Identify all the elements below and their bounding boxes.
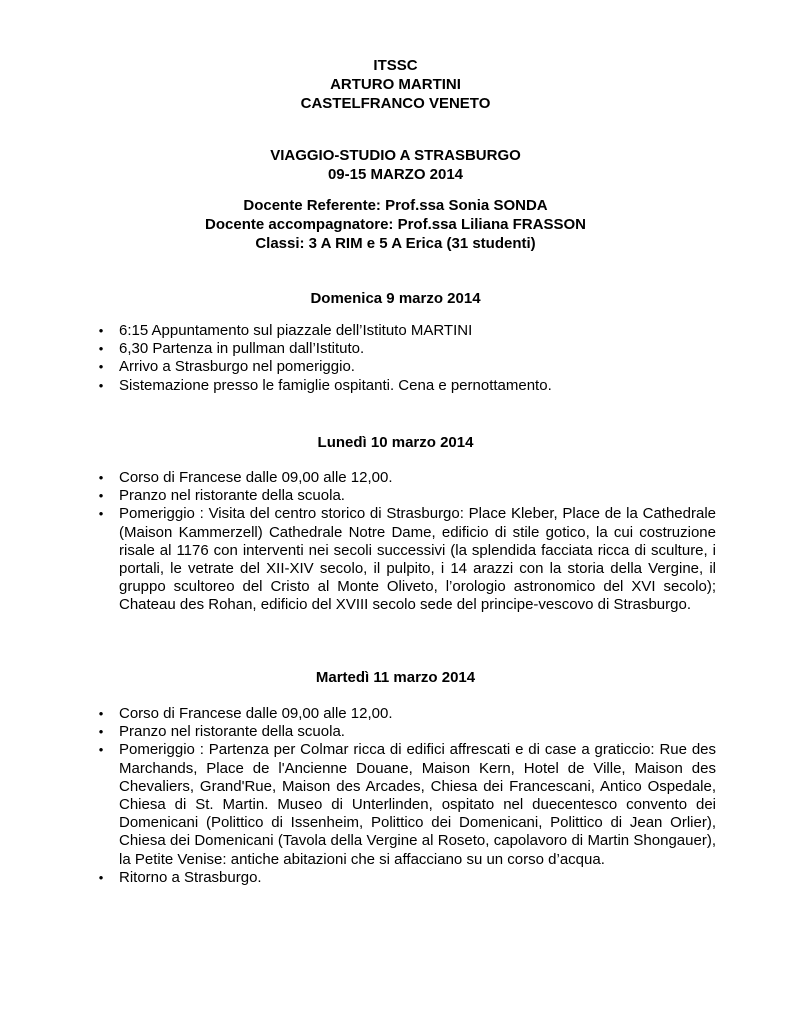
trip-title-block (0, 146, 791, 184)
bullet-icon: • (98, 506, 104, 522)
bullet-icon: • (98, 869, 104, 885)
list-item: • 6,30 Partenza in pullman dall’Istituto. (96, 340, 716, 358)
list-item: • 6:15 Appuntamento sul piazzale dell’Istituto MARTINI (96, 322, 716, 340)
school-line-1: ITSSC (373, 57, 418, 74)
school-line-3: CASTELFRANCO VENETO (300, 95, 491, 112)
bullet-icon: • (98, 323, 104, 338)
trip-dates: 09-15 MARZO 2014 (327, 166, 464, 183)
list-item: • Sistemazione presso le famiglie ospitanti. Cena e pernottamento. (96, 377, 716, 395)
bullet-icon: • (98, 377, 104, 393)
list-item: • Pomeriggio : Partenza per Colmar ricca di edifici affrescati e di case a graticcio: Rue des Marchands, Place de l'Ancienne Douane, Maison Kern, Hotel de Ville, Maison des Chevaliers, Grand'Rue, Maison des Arcades, Chiesa dei Francescani, Antico Ospedale, Chiesa di St. Martin. Museo di Unterlinden, ospitato nel duecentesco convento dei Domenicani (Polittico di Issenheim, Polittico dei Domenicani, Polittico di Jean Orlier), Chiesa dei Domenicani (Tavola della Vergine al Roseto, capolavoro di Martin Shongauer), la Petite Venise: antiche abitazioni che si affacciano su un corso d’acqua. (96, 741, 716, 868)
bullet-icon: • (98, 742, 104, 758)
day-heading: Lunedì 10 marzo 2014 (317, 434, 474, 451)
day-items-list (96, 322, 716, 395)
school-header (0, 56, 791, 113)
day-items-list (96, 469, 716, 615)
bullet-icon: • (98, 706, 104, 721)
list-item: • Ritorno a Strasburgo. (96, 869, 716, 887)
list-item: • Pranzo nel ristorante della scuola. (96, 487, 716, 505)
list-item: • Pomeriggio : Visita del centro storico di Strasburgo: Place Kleber, Place de la Cathedrale (Maison Kammerzell) Cathedrale Notre Dame, edificio di stile gotico, la cui costruzione risale al 1176 con interventi nei secoli successivi (la splendida facciata ricca di sculture, i portali, le vetrate del XII-XIV secolo, il pulpito, i 14 arazzi con la storia della Vergine, il gruppo scultoreo del Cristo al Monte Oliveto, l’orologio astronomico del XVI secolo); Chateau des Rohan, edificio del XVIII secolo sede del principe-vescovo di Strasburgo. (96, 505, 716, 614)
school-line-2: ARTURO MARTINI (330, 76, 461, 93)
list-item: • Pranzo nel ristorante della scuola. (96, 723, 716, 741)
bullet-icon: • (98, 341, 104, 357)
trip-title: VIAGGIO-STUDIO A STRASBURGO (270, 147, 521, 164)
teachers-block (0, 196, 791, 253)
bullet-icon: • (98, 488, 104, 504)
day-items-list (96, 705, 716, 887)
list-item: • Corso di Francese dalle 09,00 alle 12,00. (96, 469, 716, 487)
bullet-icon: • (98, 470, 104, 485)
day-heading: Domenica 9 marzo 2014 (310, 290, 481, 307)
day-heading: Martedì 11 marzo 2014 (315, 669, 476, 686)
list-item: • Arrivo a Strasburgo nel pomeriggio. (96, 358, 716, 376)
bullet-icon: • (98, 359, 104, 375)
bullet-icon: • (98, 724, 104, 740)
list-item: • Corso di Francese dalle 09,00 alle 12,00. (96, 705, 716, 723)
docente-referente: Docente Referente: Prof.ssa Sonia SONDA (243, 197, 548, 214)
classi: Classi: 3 A RIM e 5 A Erica (31 studenti) (255, 235, 536, 252)
docente-accompagnatore: Docente accompagnatore: Prof.ssa Liliana FRASSON (205, 216, 586, 233)
